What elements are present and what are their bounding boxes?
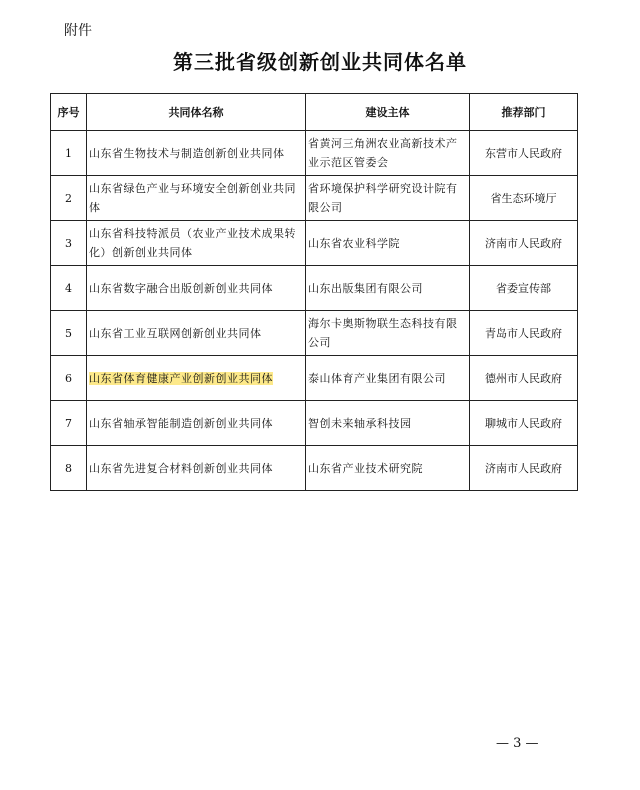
row-no: 6 [51, 356, 87, 401]
attachment-label: 附件 [64, 23, 92, 39]
table-row [51, 266, 578, 311]
row-name [87, 356, 306, 401]
row-host: 省黄河三角洲农业高新技术产业示范区管委会 [306, 131, 470, 176]
row-host: 海尔卡奥斯物联生态科技有限公司 [306, 311, 470, 356]
row-no: 8 [51, 446, 87, 491]
row-no: 3 [51, 221, 87, 266]
row-name-text-highlighted: 山东省体育健康产业创新创业共同体 [89, 371, 273, 385]
row-name [87, 176, 306, 221]
row-name-text: 山东省生物技术与制造创新创业共同体 [89, 146, 285, 160]
table-row [51, 221, 578, 266]
row-no: 5 [51, 311, 87, 356]
row-host: 山东出版集团有限公司 [306, 266, 470, 311]
row-name-text: 山东省工业互联网创新创业共同体 [89, 326, 262, 340]
row-name [87, 311, 306, 356]
header-dept: 推荐部门 [470, 94, 578, 131]
table-row [51, 311, 578, 356]
row-dept: 青岛市人民政府 [470, 311, 578, 356]
row-no: 7 [51, 401, 87, 446]
table-row [51, 131, 578, 176]
row-no: 4 [51, 266, 87, 311]
row-name-text: 山东省绿色产业与环境安全创新创业共同体 [89, 182, 296, 214]
document-title: 第三批省级创新创业共同体名单 [173, 50, 467, 74]
page-number: — 3 — [496, 736, 539, 751]
roster-table [50, 93, 578, 491]
row-name-text: 山东省科技特派员（农业产业技术成果转化）创新创业共同体 [89, 227, 296, 259]
table-row [51, 446, 578, 491]
table-row [51, 356, 578, 401]
row-host: 山东省产业技术研究院 [306, 446, 470, 491]
table-row [51, 401, 578, 446]
row-host: 山东省农业科学院 [306, 221, 470, 266]
header-name: 共同体名称 [87, 94, 306, 131]
header-host: 建设主体 [306, 94, 470, 131]
row-host: 泰山体育产业集团有限公司 [306, 356, 470, 401]
row-name [87, 266, 306, 311]
row-name-text: 山东省轴承智能制造创新创业共同体 [89, 416, 273, 430]
row-host: 省环境保护科学研究设计院有限公司 [306, 176, 470, 221]
row-dept: 省委宣传部 [470, 266, 578, 311]
row-name-text: 山东省先进复合材料创新创业共同体 [89, 461, 273, 475]
row-dept: 济南市人民政府 [470, 221, 578, 266]
row-dept: 聊城市人民政府 [470, 401, 578, 446]
table-row [51, 176, 578, 221]
row-no: 2 [51, 176, 87, 221]
row-name [87, 401, 306, 446]
table-header-row [51, 94, 578, 131]
row-no: 1 [51, 131, 87, 176]
row-dept: 德州市人民政府 [470, 356, 578, 401]
row-name [87, 446, 306, 491]
row-dept: 济南市人民政府 [470, 446, 578, 491]
row-dept: 省生态环境厅 [470, 176, 578, 221]
row-name [87, 131, 306, 176]
header-no: 序号 [51, 94, 87, 131]
row-name [87, 221, 306, 266]
row-dept: 东营市人民政府 [470, 131, 578, 176]
row-name-text: 山东省数字融合出版创新创业共同体 [89, 281, 273, 295]
row-host: 智创未来轴承科技园 [306, 401, 470, 446]
